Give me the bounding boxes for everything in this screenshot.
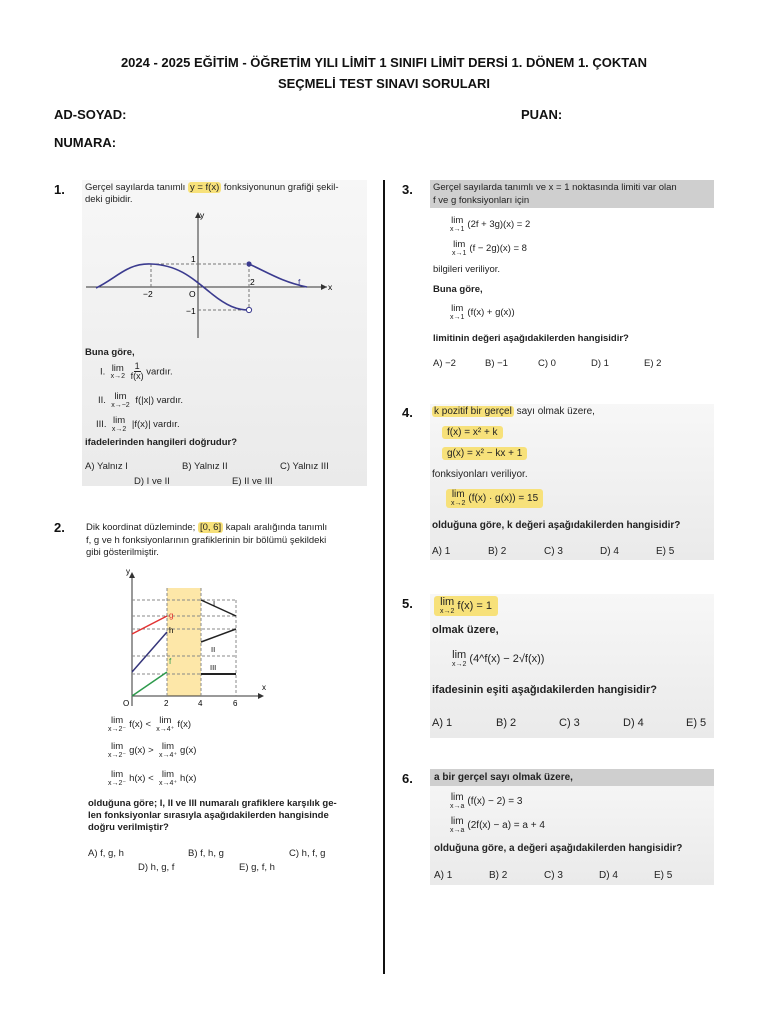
q2-graph-I bbox=[201, 600, 236, 616]
q3-option-a[interactable]: A) −2 bbox=[433, 358, 456, 369]
question-2-number: 2. bbox=[54, 520, 65, 535]
title-line-2: SEÇMELİ TEST SINAVI SORULARI bbox=[277, 76, 491, 91]
q2-origin-label: O bbox=[123, 699, 130, 708]
q6-option-e[interactable]: E) 5 bbox=[654, 870, 673, 881]
q4-option-d[interactable]: D) 4 bbox=[600, 546, 619, 557]
question-4-panel bbox=[430, 404, 714, 560]
q1-option-c[interactable]: C) Yalnız III bbox=[280, 461, 329, 472]
q1-option-b[interactable]: B) Yalnız II bbox=[182, 461, 228, 472]
score-label: PUAN: bbox=[521, 107, 563, 122]
q6-option-a[interactable]: A) 1 bbox=[434, 870, 453, 881]
question-1-number: 1. bbox=[54, 182, 65, 197]
question-4-number: 4. bbox=[402, 405, 413, 420]
q4-option-a[interactable]: A) 1 bbox=[432, 546, 451, 557]
q2-shaded-interval bbox=[167, 588, 201, 696]
q2-question-line3: doğru verilmiştir? bbox=[88, 822, 169, 833]
q2-label-I: I bbox=[213, 599, 216, 608]
q2-stem-line1: Dik koordinat düzleminde; [0, 6] kapalı aralığında tanımlı bbox=[86, 522, 328, 533]
q1-stem-line2: deki gibidir. bbox=[85, 194, 133, 205]
question-5-panel bbox=[430, 594, 714, 738]
q4-function-f: f(x) = x² + k bbox=[442, 426, 503, 439]
q2-option-c[interactable]: C) h, f, g bbox=[289, 848, 326, 859]
question-3-number: 3. bbox=[402, 182, 413, 197]
q1-buna-gore: Buna göre, bbox=[85, 347, 135, 358]
q2-label-h: h bbox=[169, 626, 174, 635]
q2-tick-6: 6 bbox=[233, 699, 238, 708]
q3-given: bilgileri veriliyor. bbox=[433, 264, 501, 275]
question-3-panel bbox=[430, 180, 715, 372]
q1-graph bbox=[82, 208, 367, 343]
q1-open-point bbox=[246, 307, 251, 312]
q2-stem-line3: gibi gösterilmiştir. bbox=[86, 547, 159, 558]
q2-option-b[interactable]: B) f, h, g bbox=[188, 848, 224, 859]
q5-option-a[interactable]: A) 1 bbox=[432, 717, 453, 729]
q4-option-e[interactable]: E) 5 bbox=[656, 546, 675, 557]
q4-limit: lim x→2 (f(x) · g(x)) = 15 bbox=[446, 489, 543, 508]
q3-option-d[interactable]: D) 1 bbox=[591, 358, 609, 369]
q3-option-c[interactable]: C) 0 bbox=[538, 358, 556, 369]
q6-stem: a bir gerçel sayı olmak üzere, bbox=[434, 772, 573, 783]
q6-option-d[interactable]: D) 4 bbox=[599, 870, 618, 881]
q4-question: olduğuna göre, k değeri aşağıdakilerden hangisidir? bbox=[432, 520, 681, 531]
q1-tick-neg1: −1 bbox=[186, 306, 196, 316]
q2-condition-3: lim x→2⁻ h(x) < lim x→4⁺ h(x) bbox=[108, 769, 197, 787]
q2-graph bbox=[112, 566, 272, 714]
q2-tick-4: 4 bbox=[198, 699, 203, 708]
q2-question-line1: olduğuna göre; I, II ve III numaralı grafiklere karşılık ge- bbox=[88, 798, 337, 809]
page-title bbox=[0, 52, 768, 94]
q2-condition-1: lim x→2⁻ f(x) < lim x→4⁺ f(x) bbox=[108, 715, 192, 733]
q1-tick-neg2: −2 bbox=[143, 289, 153, 299]
q2-option-e[interactable]: E) g, f, h bbox=[239, 862, 275, 873]
q2-graph-f bbox=[132, 672, 167, 696]
q2-x-label: x bbox=[262, 683, 266, 692]
q3-stem-line1: Gerçel sayılarda tanımlı ve x = 1 noktasında limiti var olan bbox=[433, 182, 677, 193]
q4-given: fonksiyonları veriliyor. bbox=[432, 469, 528, 480]
question-1-panel bbox=[82, 180, 367, 486]
q6-limit-1: lim x→a (f(x) − 2) = 3 bbox=[450, 792, 523, 810]
q2-graph-II bbox=[201, 629, 236, 642]
q1-question: ifadelerinden hangileri doğrudur? bbox=[85, 437, 238, 448]
q1-origin-label: O bbox=[189, 289, 196, 299]
q2-label-f: f bbox=[169, 657, 172, 666]
column-divider bbox=[383, 180, 385, 974]
q1-stem-line1: Gerçel sayılarda tanımlı y = f(x) fonksiyonunun grafiği şekil- bbox=[85, 182, 339, 193]
q2-condition-2: lim x→2⁻ g(x) > lim x→4⁺ g(x) bbox=[108, 741, 197, 759]
q4-option-c[interactable]: C) 3 bbox=[544, 546, 563, 557]
q2-tick-2: 2 bbox=[164, 699, 169, 708]
number-label: NUMARA: bbox=[54, 135, 117, 150]
q4-function-g: g(x) = x² − kx + 1 bbox=[442, 447, 527, 460]
question-6-panel bbox=[430, 769, 714, 885]
q2-graph-h bbox=[132, 632, 167, 672]
q6-limit-2: lim x→a (2f(x) − a) = a + 4 bbox=[450, 816, 545, 834]
q2-option-d[interactable]: D) h, g, f bbox=[138, 862, 175, 873]
q1-statement-1: I. lim x→2 $\frac{1}{f(x)}$ vardır. bbox=[100, 361, 173, 382]
q2-label-III: III bbox=[210, 663, 217, 672]
q2-highlight: [0, 6] bbox=[199, 522, 222, 533]
q5-option-d[interactable]: D) 4 bbox=[623, 717, 644, 729]
q1-filled-point bbox=[246, 261, 251, 266]
q1-highlight: y = f(x) bbox=[189, 182, 220, 193]
q2-label-g: g bbox=[169, 611, 174, 620]
q6-question: olduğuna göre, a değeri aşağıdakilerden hangisidir? bbox=[434, 843, 683, 854]
q1-y-label: y bbox=[200, 210, 205, 220]
q1-x-arrow bbox=[321, 284, 327, 290]
q5-option-e[interactable]: E) 5 bbox=[686, 717, 707, 729]
q1-x-label: x bbox=[328, 282, 333, 292]
q5-option-c[interactable]: C) 3 bbox=[559, 717, 580, 729]
q3-option-e[interactable]: E) 2 bbox=[644, 358, 662, 369]
question-6-number: 6. bbox=[402, 771, 413, 786]
q3-buna-gore: Buna göre, bbox=[433, 284, 483, 295]
question-2-panel bbox=[82, 520, 367, 878]
q3-limit-1: lim x→1 (2f + 3g)(x) = 2 bbox=[450, 215, 531, 233]
q2-label-II: II bbox=[211, 645, 216, 654]
q5-limit-2: lim x→2 (4^f(x) − 2√f(x)) bbox=[452, 649, 545, 668]
q1-option-a[interactable]: A) Yalnız I bbox=[85, 461, 128, 472]
q1-statement-3: III. lim x→2 |f(x)| vardır. bbox=[96, 415, 180, 433]
q4-highlight: k pozitif bir gerçel bbox=[434, 406, 512, 417]
q2-option-a[interactable]: A) f, g, h bbox=[88, 848, 124, 859]
q6-option-b[interactable]: B) 2 bbox=[489, 870, 508, 881]
q1-option-d[interactable]: D) I ve II bbox=[134, 476, 170, 487]
name-label: AD-SOYAD: bbox=[54, 107, 127, 122]
q4-option-b[interactable]: B) 2 bbox=[488, 546, 507, 557]
q4-stem: k pozitif bir gerçel sayı olmak üzere, bbox=[434, 406, 595, 417]
q1-curve-label: f bbox=[298, 277, 301, 287]
q3-question: limitinin değeri aşağıdakilerden hangisidir? bbox=[433, 333, 629, 344]
question-5-number: 5. bbox=[402, 596, 413, 611]
q2-graph-g bbox=[132, 616, 167, 634]
q6-option-c[interactable]: C) 3 bbox=[544, 870, 563, 881]
q5-limit-1: lim x→2 f(x) = 1 bbox=[434, 596, 498, 616]
q2-stem-line2: f, g ve h fonksiyonlarının grafiklerinin bir bölümü şekildeki bbox=[86, 535, 327, 546]
q2-x-arrow bbox=[258, 693, 264, 699]
q3-option-b[interactable]: B) −1 bbox=[485, 358, 508, 369]
q2-question-line2: len fonksiyonlar sırasıyla aşağıdakilerden hangisinde bbox=[88, 810, 329, 821]
title-line-1: 2024 - 2025 EĞİTİM - ÖĞRETİM YILI LİMİT 1 SINIFI LİMİT DERSİ 1. DÖNEM 1. ÇOKTAN bbox=[120, 55, 648, 70]
q5-option-b[interactable]: B) 2 bbox=[496, 717, 517, 729]
q1-statement-2: II. lim x→−2 f(|x|) vardır. bbox=[98, 391, 184, 409]
q3-limit-2: lim x→1 (f − 2g)(x) = 8 bbox=[452, 239, 527, 257]
q5-condition: olmak üzere, bbox=[432, 624, 499, 636]
q1-option-e[interactable]: E) II ve III bbox=[232, 476, 273, 487]
q3-limit-3: lim x→1 (f(x) + g(x)) bbox=[450, 303, 515, 321]
q1-tick-2: 2 bbox=[250, 277, 255, 287]
q1-tick-1: 1 bbox=[191, 254, 196, 264]
q5-question: ifadesinin eşiti aşağıdakilerden hangisidir? bbox=[432, 684, 657, 696]
q2-y-label: y bbox=[126, 567, 130, 576]
q3-stem-line2: f ve g fonksiyonları için bbox=[433, 195, 530, 206]
